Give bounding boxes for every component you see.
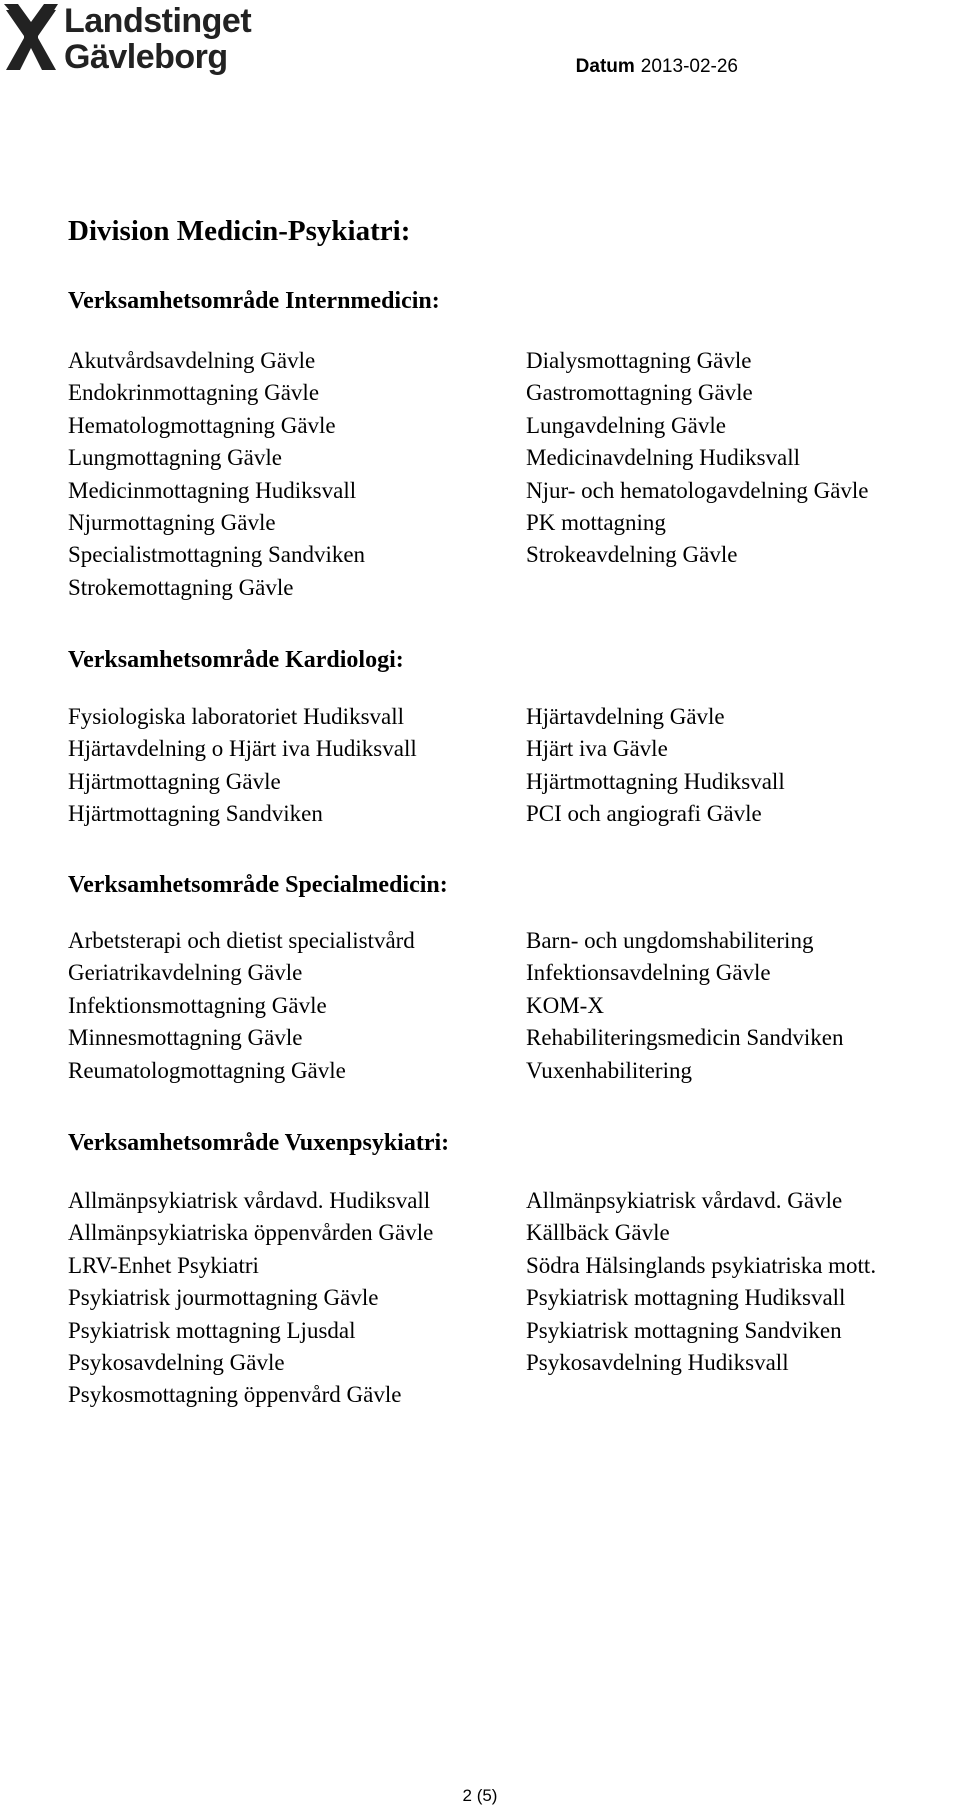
- section-vuxenpsykiatri: [68, 1128, 958, 1408]
- date-value: 2013-02-26: [640, 56, 738, 77]
- list-item: Njur- och hematologavdelning Gävle: [526, 477, 869, 503]
- list-item: Lungavdelning Gävle: [526, 412, 726, 438]
- list-item: PK mottagning: [526, 510, 666, 536]
- list-item: Psykiatrisk jourmottagning Gävle: [68, 1285, 379, 1311]
- list-item: Medicinmottagning Hudiksvall: [68, 477, 357, 503]
- unit-list-left: [68, 1185, 524, 1412]
- unit-list-left: [68, 345, 524, 604]
- list-item: Hjärtmottagning Gävle: [68, 768, 281, 794]
- list-item: PCI och angiografi Gävle: [526, 801, 762, 827]
- list-item: Fysiologiska laboratoriet Hudiksvall: [68, 704, 405, 729]
- list-item: Barn- och ungdomshabilitering: [526, 928, 814, 953]
- landstinget-gavleborg-logo: [0, 0, 260, 90]
- list-item: Södra Hälsinglands psykiatriska mott.: [526, 1252, 877, 1278]
- list-item: Psykiatrisk mottagning Ljusdal: [68, 1317, 356, 1343]
- list-item: LRV-Enhet Psykiatri: [68, 1252, 259, 1278]
- list-item: Strokeavdelning Gävle: [526, 542, 738, 568]
- date-label: Datum: [575, 56, 635, 77]
- unit-list-right: [526, 925, 958, 1087]
- logo-mark-icon: [4, 4, 58, 76]
- unit-list-left: [68, 925, 524, 1087]
- list-item: Akutvårdsavdelning Gävle: [68, 348, 316, 373]
- list-item: Källbäck Gävle: [526, 1220, 670, 1246]
- list-item: Endokrinmottagning Gävle: [68, 380, 320, 406]
- section-specialmedicin: [68, 870, 958, 1083]
- list-item: Rehabiliteringsmedicin Sandviken: [526, 1025, 844, 1051]
- list-item: Dialysmottagning Gävle: [526, 348, 752, 373]
- section-kardiologi: [68, 645, 958, 827]
- page-title: Division Medicin-Psykiatri:: [68, 215, 411, 247]
- unit-list-right: [526, 345, 958, 572]
- list-item: Hematologmottagning Gävle: [68, 412, 336, 438]
- list-item: Strokemottagning Gävle: [68, 574, 294, 600]
- list-item: Hjärtmottagning Sandviken: [68, 801, 323, 827]
- list-item: Hjärtavdelning o Hjärt iva Hudiksvall: [68, 736, 417, 762]
- section-heading: Verksamhetsområde Kardiologi:: [68, 647, 404, 673]
- list-item: Allmänpsykiatrisk vårdavd. Hudiksvall: [68, 1188, 431, 1213]
- list-item: Medicinavdelning Hudiksvall: [526, 445, 801, 471]
- list-item: Allmänpsykiatriska öppenvården Gävle: [68, 1220, 434, 1246]
- section-internmedicin: [68, 286, 958, 600]
- list-item: Infektionsavdelning Gävle: [526, 960, 771, 986]
- list-item: Psykiatrisk mottagning Sandviken: [526, 1317, 842, 1343]
- list-item: Minnesmottagning Gävle: [68, 1025, 303, 1051]
- page-number: 2 (5): [462, 1786, 498, 1805]
- list-item: Njurmottagning Gävle: [68, 510, 276, 536]
- list-item: Lungmottagning Gävle: [68, 445, 282, 471]
- list-item: Reumatologmottagning Gävle: [68, 1057, 346, 1083]
- section-heading: Verksamhetsområde Internmedicin:: [68, 288, 440, 314]
- list-item: Hjärt iva Gävle: [526, 736, 668, 762]
- logo-text-line1: Landstinget: [64, 2, 252, 40]
- list-item: Hjärtavdelning Gävle: [526, 704, 725, 729]
- list-item: Allmänpsykiatrisk vårdavd. Gävle: [526, 1188, 843, 1213]
- list-item: Gastromottagning Gävle: [526, 380, 753, 406]
- list-item: Psykosmottagning öppenvård Gävle: [68, 1382, 402, 1408]
- section-heading: Verksamhetsområde Vuxenpsykiatri:: [68, 1130, 450, 1156]
- section-heading: Verksamhetsområde Specialmedicin:: [68, 872, 448, 898]
- unit-list-right: [526, 1185, 958, 1379]
- list-item: KOM-X: [526, 992, 604, 1018]
- list-item: Vuxenhabilitering: [526, 1057, 692, 1083]
- logo-text-line2: Gävleborg: [64, 38, 228, 76]
- list-item: Specialistmottagning Sandviken: [68, 542, 366, 568]
- list-item: Psykiatrisk mottagning Hudiksvall: [526, 1285, 846, 1311]
- list-item: Arbetsterapi och dietist specialistvård: [68, 928, 415, 953]
- list-item: Psykosavdelning Gävle: [68, 1350, 285, 1376]
- unit-list-right: [526, 701, 958, 831]
- list-item: Geriatrikavdelning Gävle: [68, 960, 303, 986]
- date-block: [576, 56, 738, 78]
- list-item: Psykosavdelning Hudiksvall: [526, 1350, 789, 1376]
- list-item: Hjärtmottagning Hudiksvall: [526, 768, 785, 794]
- unit-list-left: [68, 701, 524, 831]
- list-item: Infektionsmottagning Gävle: [68, 992, 327, 1018]
